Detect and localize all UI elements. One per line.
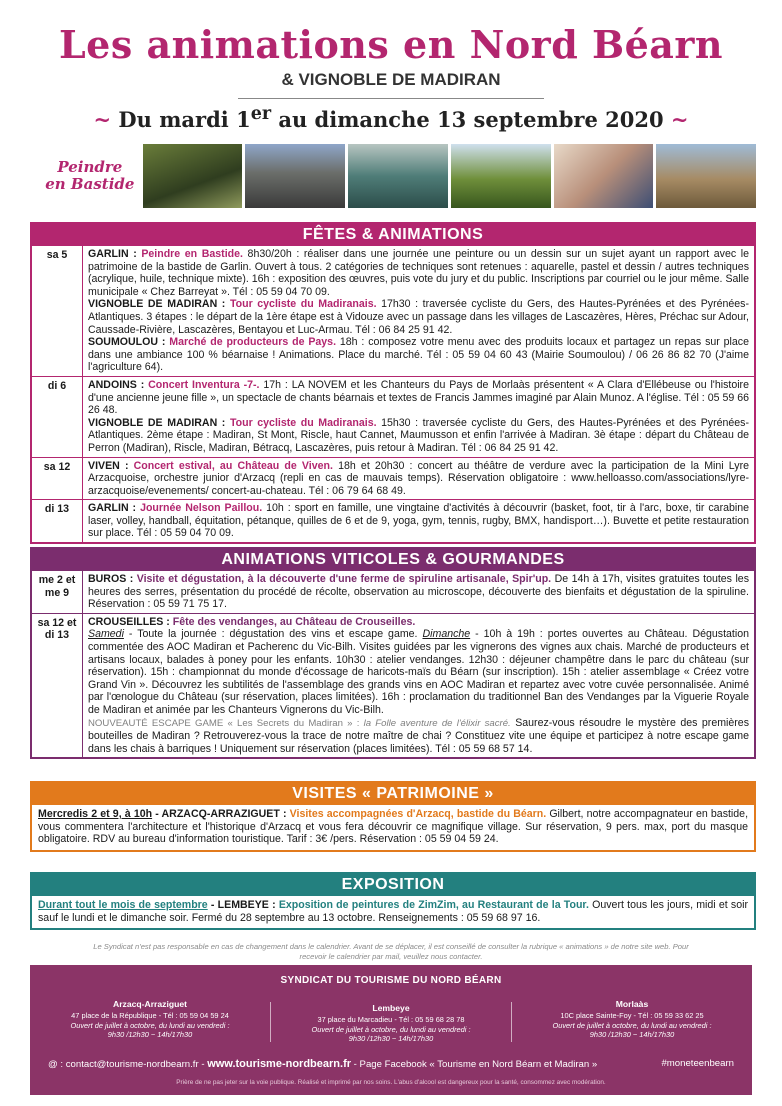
section-exposition bbox=[30, 872, 756, 930]
office-hours: Ouvert de juillet à octobre, du lundi au vendredi : bbox=[311, 1024, 471, 1034]
tilde-right: ~ bbox=[670, 107, 689, 132]
event-name: Visites accompagnées d'Arzacq, bastide du Béarn. bbox=[286, 808, 547, 820]
office-name: Lembeye bbox=[372, 1003, 410, 1013]
peindre-en-bastide-logo bbox=[40, 144, 140, 208]
office-address: 47 place de la République - Tél : 05 59 04 59 24 bbox=[71, 1011, 229, 1021]
row-content bbox=[83, 458, 754, 500]
offices bbox=[30, 1000, 752, 1044]
event-name: Exposition de peintures de ZimZim, au Restaurant de la Tour. bbox=[275, 899, 589, 911]
website-link[interactable]: www.tourisme-nordbearn.fr bbox=[207, 1057, 352, 1070]
date-range bbox=[0, 104, 782, 132]
photo-greenhouse bbox=[348, 144, 448, 208]
escape-game-label: NOUVEAUTÉ ESCAPE GAME « Les Secrets du Madiran » : bbox=[88, 717, 364, 729]
event-text: 17h30 : traversée cycliste du Gers, des Hautes-Pyrénées et des Pyrénées-Atlantiques. 3 étapes : le départ de la 1ère étape est à Vidouze avec un passage dans les villages de Lascazères, Hères, Préchac sur Adour, Caussade-Rivière, Lascazères, Bentayou et Luc-Armau. Tél : 06 84 25 91 42. bbox=[88, 298, 750, 336]
place-name: SOUMOULOU : bbox=[88, 336, 166, 349]
escape-game-text: Saurez-vous résoudre le mystère des premières bouteilles de Madiran ? Retrouverez-vous la trace de notre maître de chai ? Constituez vite une équipe et participez à notre escape game dans les chais à barriques ! Uniquement sur réservation (places limitées). Tél : 05 59 68 57 14. bbox=[88, 716, 749, 755]
office-arzacq bbox=[30, 1000, 270, 1044]
event-text: De 14h à 17h, visites gratuites toutes les heures des serres, présentation du procédé de récolte, observation au microscope, découverte des bienfaits et dégustation de la spiruline. Réservation : 05 59 71 75 17. bbox=[88, 573, 749, 611]
dates-pre: Du mardi 1 bbox=[118, 107, 251, 132]
section-viticoles-heading: ANIMATIONS VITICOLES & GOURMANDES bbox=[32, 549, 754, 571]
hashtag: #moneteenbearn bbox=[661, 1057, 734, 1069]
photo-garden bbox=[451, 144, 551, 208]
fetes-rows bbox=[32, 246, 754, 542]
event-name: Tour cycliste du Madiranais. bbox=[229, 298, 377, 311]
place-name: ANDOINS : bbox=[88, 378, 145, 391]
event-name: Tour cycliste du Madiranais. bbox=[229, 416, 377, 429]
table-row bbox=[32, 499, 754, 542]
place-name: BUROS : bbox=[88, 573, 134, 585]
place-name: VIGNOBLE DE MADIRAN : bbox=[88, 416, 226, 429]
row-content bbox=[83, 571, 754, 613]
event-name: Visite et dégustation, à la découverte d'une ferme de spiruline artisanale, Spir'up. bbox=[136, 573, 552, 585]
office-name: Arzacq-Arraziguet bbox=[112, 999, 188, 1009]
tilde-left: ~ bbox=[93, 107, 112, 132]
day-label: sa 12 et di 13 bbox=[32, 614, 83, 758]
event-name: Fête des vendanges, au Château de Crouseilles. bbox=[172, 615, 416, 628]
day-label: me 2 et me 9 bbox=[32, 571, 83, 613]
row-content bbox=[83, 246, 754, 376]
dates-sup: er bbox=[250, 104, 272, 124]
row-content bbox=[83, 614, 754, 758]
photo-chateau bbox=[656, 144, 756, 208]
day-label: sa 5 bbox=[32, 246, 83, 376]
event-text: 17h : LA NOVEM et les Chanteurs du Pays de Morlaàs présentent « A Clara d'Ellébeuse ou l'histoire d'une ancienne jeune fille », un spectacle de chants béarnais et textes de Francis Jammes imaginé par Alain Munoz. A l'église. Tél : 05 59 66 26 48. bbox=[88, 378, 749, 417]
event-name: Concert estival, au Château de Viven. bbox=[133, 459, 333, 472]
escape-game-title: la Folle aventure de l'élixir sacré. bbox=[363, 717, 511, 729]
office-hours: 9h30 /12h30 ~ 14h/17h30 bbox=[348, 1034, 434, 1044]
event-text: Gilbert, notre accompagnateur en bastide, vous commentera l'architecture et l'historique d'Arzacq et vous fera découvrir ce magnifique village. Sur réservation, 9 pers. max, port du masque obligatoire. RDV au bureau d'information touristique. Tarif : 3€ /pers. Réservation : 05 59 04 59 24. bbox=[38, 808, 749, 846]
place-name: VIGNOBLE DE MADIRAN : bbox=[88, 298, 226, 311]
exposition-content bbox=[32, 896, 754, 928]
table-row bbox=[32, 246, 754, 376]
office-hours: 9h30 /12h30 ~ 14h/17h30 bbox=[589, 1030, 675, 1040]
patrimoine-when: Mercredis 2 et 9, à 10h bbox=[38, 808, 153, 820]
facebook-link[interactable]: - Page Facebook « Tourisme en Nord Béarn et Madiran » bbox=[351, 1058, 598, 1070]
office-name: Morlaàs bbox=[615, 999, 649, 1009]
photo-cyclists bbox=[245, 144, 345, 208]
day-label: di 6 bbox=[32, 377, 83, 457]
place-name: - LEMBEYE : bbox=[207, 899, 276, 911]
row-content bbox=[83, 500, 754, 542]
photo-strip bbox=[40, 144, 756, 208]
day-label: sa 12 bbox=[32, 458, 83, 500]
contact-line bbox=[30, 1058, 752, 1070]
place-name: VIVEN : bbox=[88, 459, 129, 472]
office-lembeye bbox=[271, 1000, 511, 1044]
event-text: 18h et 20h30 : concert au théâtre de verdure avec la participation de la Mini Lyre Arzacquoise, orchestre junior d'Arzacq (repli en cas de mauvais temps). Réservation obligatoire : www.helloasso.com/associations/lyre-arzacquoise/evenements/ concert-au-chateau. Tél : 06 79 64 68 49. bbox=[88, 459, 749, 497]
table-row bbox=[32, 613, 754, 758]
office-morlaas bbox=[512, 1000, 752, 1044]
exposition-when: Durant tout le mois de septembre bbox=[38, 899, 208, 911]
logo-line1: Peindre bbox=[57, 158, 123, 176]
patrimoine-content bbox=[32, 805, 754, 850]
table-row bbox=[32, 571, 754, 613]
row-content bbox=[83, 377, 754, 457]
event-text: 10h : sport en famille, une vingtaine d'activités à découvrir (basket, foot, tir à l'arc, boxe, tir carabine laser, volley, handball, équitation, pétanque, quilles de 6 et de 9, yoga, gym, tennis, rugby, BMX, handisport…). Buvette et petite restauration sur place. Tél : 05 59 04 70 09. bbox=[88, 502, 750, 540]
event-text: Ouvert tous les jours, midi et soir sauf le lundi et le dimanche soir. Fermé du 28 septembre au 13 octobre. Renseignements : 05 59 68 97 16. bbox=[38, 899, 748, 924]
dimanche-text: - 10h à 19h : portes ouvertes au Château. Dégustation commentée des AOC Madiran et Pacherenc du Vic-Bilh. Visites guidées par les vignerons des vignes aux chais. Marché de producteurs et artisans locaux, balades à poney pour les enfants. 10h30 : atelier vendanges. 12h30 : déjeuner champêtre dans le parc du château (sur réservation). 15h : championnat du monde d'écossage de haricots-maïs du Béarn (sur inscription). 15h : atelier assemblage « Créez votre Grand Vin ». Découvrez les subtilités de l'assemblage des grands vins en AOC Madiran et repartez avec votre cuvée personnalisée. Animé par l'œnologue du Château (sur réservation, places limitées). 16h : proclamation du traditionnel Ban des Vendanges par la Viguerie Royale de Madiran et animée par les Chanteurs Vignerons du Vic-Bilh. bbox=[88, 628, 749, 716]
place-name: - ARZACQ-ARRAZIGUET : bbox=[152, 808, 287, 820]
title-rule bbox=[238, 98, 544, 99]
footer-legal: Prière de ne pas jeter sur la voie publique. Réalisé et imprimé par nos soins. L'abus d'alcool est dangereux pour la santé, consommez avec modération. bbox=[176, 1078, 606, 1086]
contact-email[interactable]: @ : contact@tourisme-nordbearn.fr - bbox=[48, 1058, 208, 1070]
section-exposition-heading: EXPOSITION bbox=[32, 874, 754, 896]
photo-characters bbox=[554, 144, 654, 208]
event-name: Peindre en Bastide. bbox=[141, 248, 243, 260]
place-name: GARLIN : bbox=[88, 248, 137, 260]
event-text: 18h : composez votre menu avec des produits locaux et partagez un repas sur place dans une ambiance 100 % béarnaise ! Animations. Place du marché. Tél : 05 59 04 60 43 (Mairie Soumoulou) / 06 26 86 82 70 (J'aime l'agriculture 64). bbox=[88, 336, 749, 374]
day-label: di 13 bbox=[32, 500, 83, 542]
event-name: Journée Nelson Paillou. bbox=[140, 502, 263, 515]
office-address: 37 place du Marcadieu - Tél : 05 59 68 28 78 bbox=[317, 1015, 465, 1025]
place-name: CROUSEILLES : bbox=[88, 615, 170, 628]
office-address: 10C place Sainte-Foy - Tél : 05 59 33 62 25 bbox=[560, 1011, 704, 1021]
footer-title: SYNDICAT DU TOURISME DU NORD BÉARN bbox=[280, 975, 502, 986]
logo-line2: en Bastide bbox=[45, 175, 135, 193]
place-name: GARLIN : bbox=[88, 502, 137, 515]
section-patrimoine bbox=[30, 781, 756, 852]
dimanche-label: Dimanche bbox=[422, 628, 471, 641]
photo-painters bbox=[143, 144, 243, 208]
samedi-text: - Toute la journée : dégustation des vins et escape game. bbox=[123, 628, 423, 641]
dates-post: au dimanche 13 septembre 2020 bbox=[271, 107, 664, 132]
footer bbox=[30, 965, 752, 1095]
office-hours: Ouvert de juillet à octobre, du lundi au vendredi : bbox=[70, 1020, 230, 1030]
section-viticoles bbox=[30, 547, 756, 759]
office-hours: Ouvert de juillet à octobre, du lundi au vendredi : bbox=[552, 1020, 712, 1030]
section-patrimoine-heading: VISITES « PATRIMOINE » bbox=[32, 783, 754, 805]
table-row bbox=[32, 457, 754, 500]
page-title: Les animations en Nord Béarn bbox=[58, 22, 724, 67]
section-fetes-heading: FÊTES & ANIMATIONS bbox=[32, 224, 754, 246]
table-row bbox=[32, 376, 754, 457]
disclaimer: Le Syndicat n'est pas responsable en cas de changement dans le calendrier. Avant de se déplacer, il est conseillé de consulter la rubrique « animations » de notre site web. Pour recevoir le calendrier par mail, veuillez nous contacter. bbox=[93, 942, 689, 961]
section-fetes bbox=[30, 222, 756, 544]
event-text: 8h30/20h : réaliser dans une journée une peinture ou un dessin sur un sujet ayant un rapport avec le patrimoine de la bastide de Garlin. Ouvert à tous. 2 catégories de techniques sont retenues : aquarelle, pastel et dessin / autres techniques (acrylique, huile, technique mixte). 16h : exposition des œuvres, puis vote du jury et du public. Inscriptions par courriel ou le jour même. Salle municipale « Chez Barreyat ». Tél : 05 59 04 70 09. bbox=[88, 248, 749, 298]
samedi-label: Samedi bbox=[88, 628, 124, 641]
page-subtitle: & VIGNOBLE DE MADIRAN bbox=[281, 70, 501, 89]
office-hours: 9h30 /12h30 ~ 14h/17h30 bbox=[107, 1030, 193, 1040]
event-name: Concert Inventura -7-. bbox=[148, 378, 260, 391]
event-text: 15h30 : traversée cycliste du Gers, des Hautes-Pyrénées et des Pyrénées-Atlantiques. 2ème étape : Madiran, St Mont, Riscle, haut Cannet, Maumusson et enfin l'arrivée à Madiran. 3è étape : départ du Château de Perron (Madiran), Riscle, Madiran, Bétracq, Lascazères, puis retour à Madiran. Tél : 06 84 25 91 42. bbox=[88, 416, 750, 454]
event-name: Marché de producteurs de Pays. bbox=[169, 336, 337, 349]
